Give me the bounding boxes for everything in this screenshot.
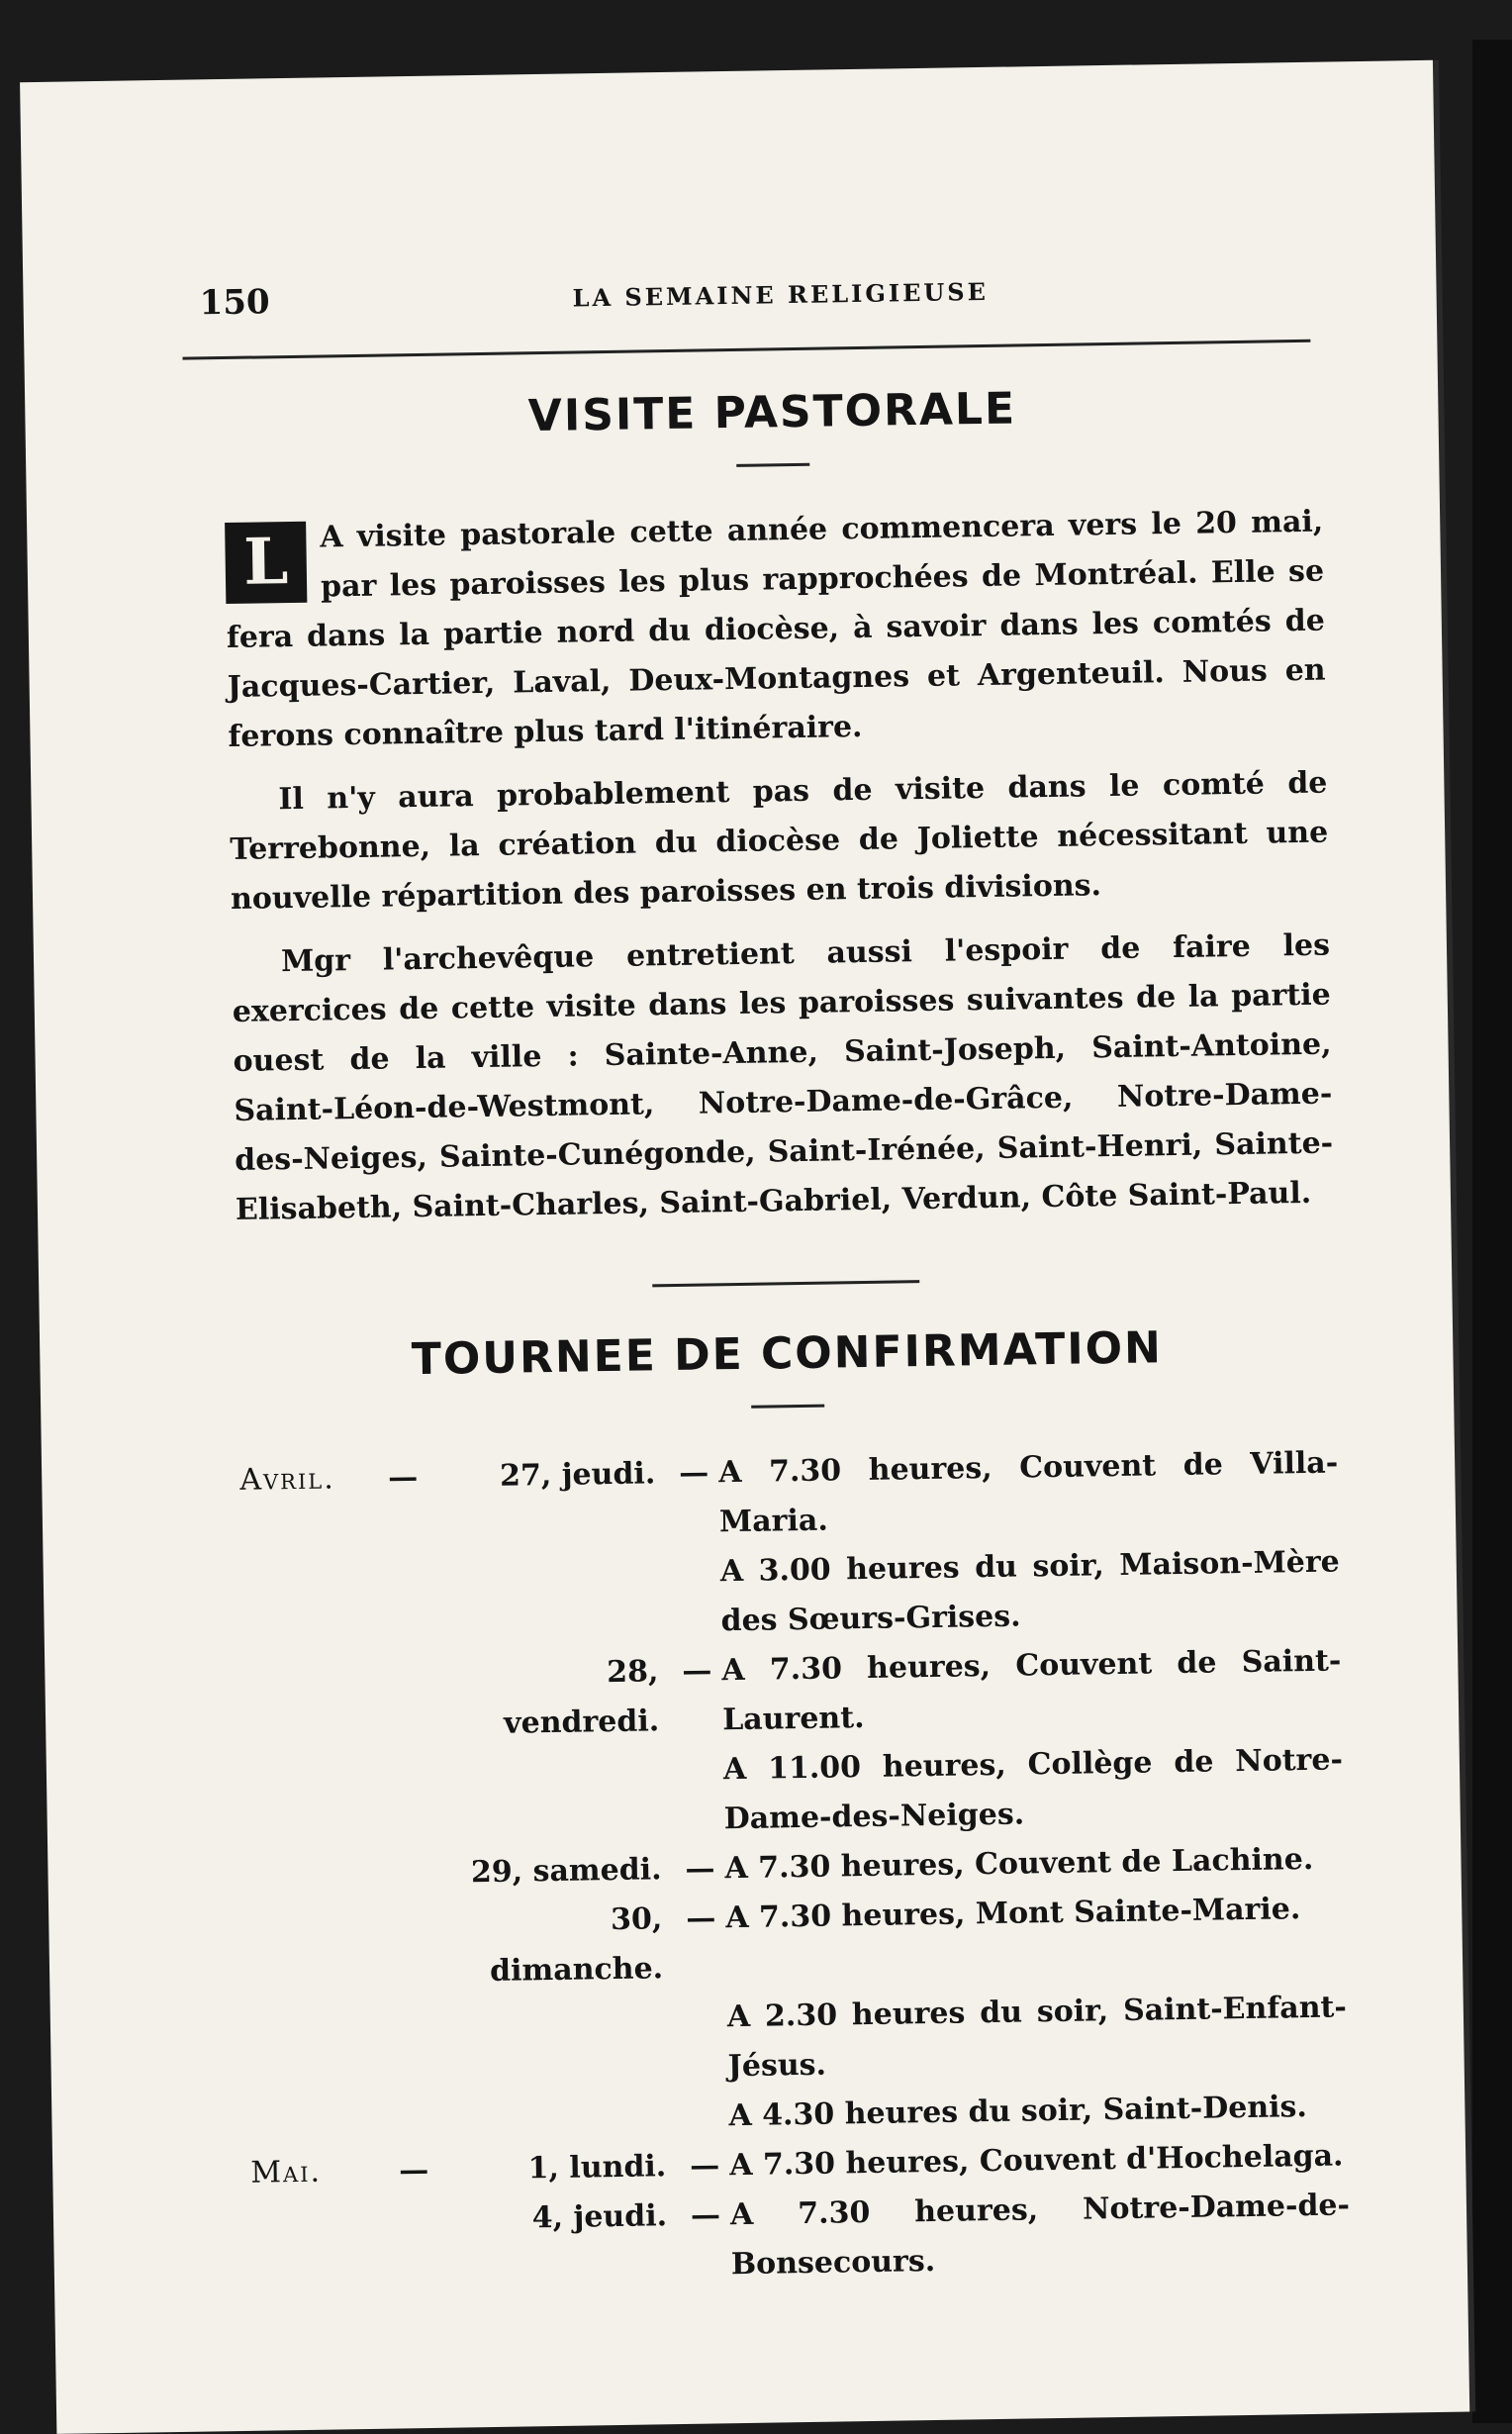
tournee-title: TOURNEE DE CONFIRMATION — [411, 1322, 1164, 1386]
schedule-day — [453, 2093, 680, 2146]
schedule-dash — [400, 2195, 457, 2295]
visite-paragraph-3: Mgr l'archevêque entretient aussi l'espoir de faire les exercices de cette visite dans les paroisses suivantes de la partie ouest de la ville : Sainte-Anne, Saint-Joseph, Saint-Antoine, Saint-Léon-de-Westmont, Notre-Dame-de-Grâce, Notre-Dame-des-Neiges, Sainte-Cunégonde, Saint-Irénée, Saint-Henri, Sainte-Elisabeth, Saint-Charles, Saint-Gabriel, Verdun, Côte Saint-Paul. — [232, 927, 1334, 1227]
schedule-day: 29, samedi. — [470, 1852, 662, 1891]
schedule-event: A 11.00 heures, Collège de Notre-Dame-des-Neiges. — [722, 1742, 1344, 1837]
dropcap-letter: L — [225, 522, 307, 604]
book-edge — [1472, 40, 1512, 2423]
running-title: LA SEMAINE RELIGIEUSE — [572, 276, 990, 313]
schedule-day — [452, 1994, 680, 2096]
schedule-month — [242, 1652, 393, 1753]
schedule-row — [240, 1537, 1340, 1653]
schedule-dash — [670, 1547, 721, 1647]
schedule-event: A 7.30 heures, Notre-Dame-de-Bonsecours. — [729, 2188, 1351, 2283]
schedule-row — [246, 1884, 1346, 1999]
document-page — [20, 60, 1469, 2434]
schedule-dash — [398, 2096, 454, 2147]
schedule-event: A 4.30 heures du soir, Saint-Denis. — [728, 2090, 1308, 2134]
schedule-dash: — — [678, 1455, 709, 1491]
schedule-dash: — — [682, 1653, 712, 1689]
schedule-month — [249, 2096, 399, 2148]
schedule-dash — [391, 1651, 448, 1751]
schedule-event: A 7.30 heures, Couvent de Saint-Laurent. — [721, 1643, 1342, 1738]
schedule-event: A 7.30 heures, Couvent d'Hochelaga. — [728, 2138, 1344, 2184]
schedule-dash: — — [388, 1460, 419, 1496]
schedule-day: 28, vendredi. — [503, 1654, 660, 1741]
visite-title: VISITE PASTORALE — [527, 383, 1017, 442]
confirmation-schedule — [239, 1438, 1351, 2296]
schedule-dash: — — [398, 2152, 429, 2189]
schedule-dash: — — [685, 1851, 715, 1887]
page-number: 150 — [199, 282, 270, 324]
schedule-dash — [677, 1993, 728, 2093]
schedule-month: Mai. — [250, 2154, 323, 2191]
schedule-day: 1, lundi. — [527, 2149, 667, 2187]
schedule-month — [240, 1553, 391, 1654]
schedule-month: Avril. — [239, 1461, 335, 1498]
visite-paragraph-1 — [225, 498, 1327, 762]
schedule-dash — [394, 1849, 450, 1899]
schedule-dash — [679, 2092, 729, 2142]
schedule-month — [244, 1751, 395, 1852]
schedule-dash — [395, 1899, 452, 1998]
schedule-row — [248, 1983, 1348, 2098]
schedule-dash: — — [686, 1900, 716, 1936]
schedule-dash: — — [690, 2197, 721, 2233]
schedule-dash: — — [689, 2148, 720, 2184]
schedule-event: A 2.30 heures du soir, Saint-Enfant-Jésus. — [726, 1990, 1348, 2085]
schedule-day: 30, dimanche. — [489, 1901, 664, 1989]
schedule-dash — [397, 1997, 454, 2097]
schedule-row — [251, 2181, 1351, 2296]
schedule-day — [448, 1746, 676, 1849]
schedule-event: A 7.30 heures, Couvent de Villa-Maria. — [717, 1445, 1339, 1540]
schedule-event: A 7.30 heures, Couvent de Lachine. — [724, 1841, 1314, 1887]
page-content — [223, 379, 1351, 2297]
title-rule — [736, 463, 809, 467]
page-header — [180, 201, 1289, 324]
schedule-dash — [389, 1552, 446, 1652]
schedule-day — [444, 1548, 672, 1651]
schedule-month — [251, 2195, 402, 2296]
header-rule — [182, 340, 1310, 360]
visite-paragraph-1-text: A visite pastorale cette année commencera vers le 20 mai, par les paroisses les plus rapprochées de Montréal. Elle se fera dans la partie nord du diocèse, à savoir dans les comtés de Jacques-Cartier, Laval, Deux-Montagnes et Argenteuil. Nous en ferons connaître plus tard l'itinéraire. — [226, 504, 1326, 754]
schedule-day: 4, jeudi. — [531, 2198, 668, 2236]
schedule-row — [239, 1438, 1339, 1554]
visite-paragraph-2: Il n'y aura probablement pas de visite dans le comté de Terrebonne, la création du diocèse de Joliette nécessitant une nouvelle répartition des paroisses en trois divisions. — [230, 765, 1329, 917]
schedule-dash — [393, 1750, 450, 1850]
schedule-event: A 3.00 heures du soir, Maison-Mère des Sœurs-Grises. — [719, 1544, 1341, 1639]
schedule-month — [246, 1899, 397, 1999]
schedule-day: 27, jeudi. — [499, 1456, 656, 1494]
schedule-event: A 7.30 heures, Mont Sainte-Marie. — [725, 1892, 1301, 1936]
schedule-month — [248, 1997, 399, 2098]
title-rule — [751, 1405, 824, 1409]
section-divider — [652, 1280, 919, 1287]
schedule-row — [242, 1636, 1342, 1752]
schedule-dash — [674, 1745, 725, 1845]
schedule-month — [245, 1849, 395, 1900]
schedule-row — [244, 1735, 1344, 1851]
